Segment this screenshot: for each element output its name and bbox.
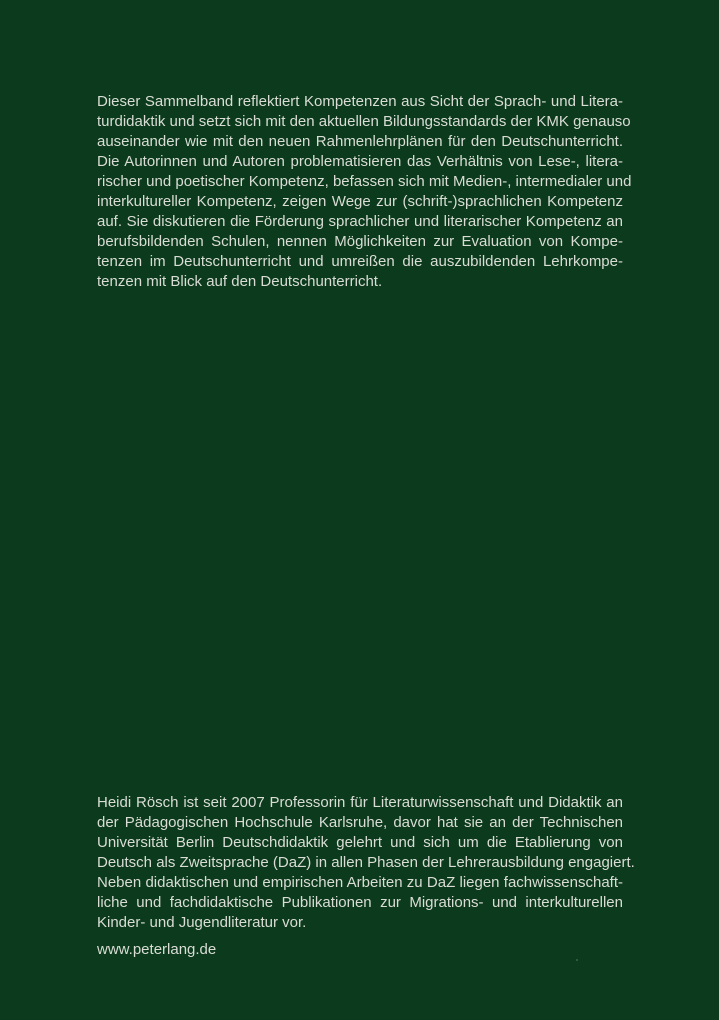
- blurb-line: rischer und poetischer Kompetenz, befassen sich mit Medien-, intermedialer und: [97, 173, 632, 190]
- blurb-line: auseinander wie mit den neuen Rahmenlehrplänen für den Deutschunterricht.: [97, 133, 623, 150]
- bio-line: Kinder- und Jugendliteratur vor.: [97, 914, 307, 931]
- blurb-line: Dieser Sammelband reflektiert Kompetenzen aus Sicht der Sprach- und Litera-: [97, 93, 623, 110]
- bio-line: Deutsch als Zweitsprache (DaZ) in allen Phasen der Lehrerausbildung engagiert.: [97, 854, 635, 871]
- bio-line: der Pädagogischen Hochschule Karlsruhe, davor hat sie an der Technischen: [97, 814, 623, 831]
- blurb-line: turdidaktik und setzt sich mit den aktuellen Bildungsstandards der KMK genauso: [97, 113, 631, 130]
- bio-line: Neben didaktischen und empirischen Arbeiten zu DaZ liegen fachwissenschaft-: [97, 874, 623, 891]
- publisher-website[interactable]: www.peterlang.de: [97, 941, 217, 958]
- blurb-line: tenzen im Deutschunterricht und umreißen die auszubildenden Lehrkompe-: [97, 253, 623, 270]
- bio-line: liche und fachdidaktische Publikationen zur Migrations- und interkulturellen: [97, 894, 623, 911]
- blurb-line: tenzen mit Blick auf den Deutschunterricht.: [97, 273, 383, 290]
- bio-line: Universität Berlin Deutschdidaktik gelehrt und sich um die Etablierung von: [97, 834, 623, 851]
- blurb-line: interkultureller Kompetenz, zeigen Wege zur (schrift-)sprachlichen Kompetenz: [97, 193, 623, 210]
- blurb-line: berufsbildenden Schulen, nennen Möglichkeiten zur Evaluation von Kompe-: [97, 233, 623, 250]
- bio-line: Heidi Rösch ist seit 2007 Professorin für Literaturwissenschaft und Didaktik an: [97, 794, 623, 811]
- print-speck: [576, 959, 578, 961]
- blurb-line: Die Autorinnen und Autoren problematisieren das Verhältnis von Lese-, litera-: [97, 153, 623, 170]
- blurb-line: auf. Sie diskutieren die Förderung sprachlicher und literarischer Kompetenz an: [97, 213, 623, 230]
